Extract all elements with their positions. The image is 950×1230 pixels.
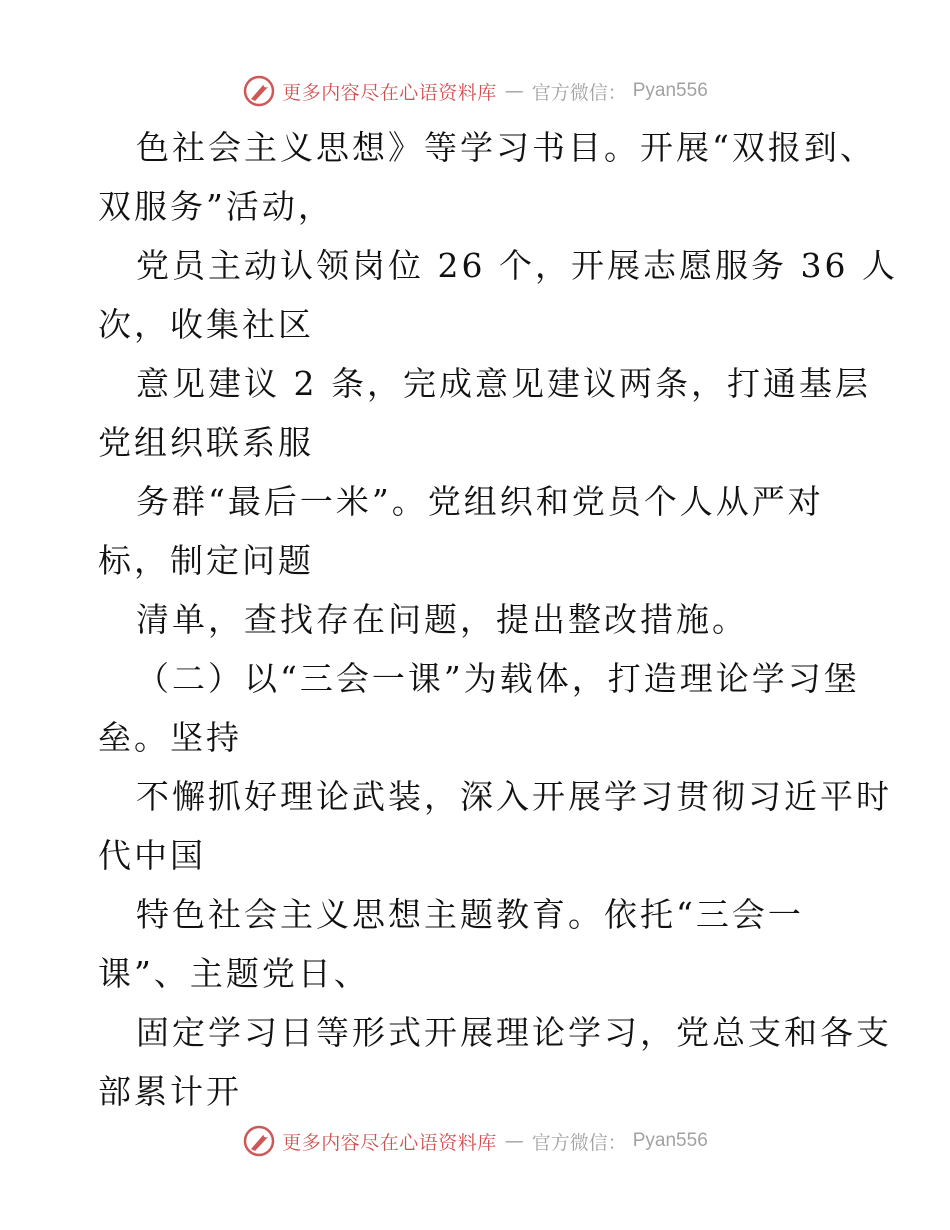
footer-watermark xyxy=(0,1121,950,1161)
text-line: 党组织联系服 xyxy=(98,423,314,462)
text-line: 部累计开 xyxy=(98,1072,242,1111)
text-line: 不懈抓好理论武装，深入开展学习贯彻习近平时 xyxy=(136,777,892,816)
text-line: 意见建议 2 条，完成意见建议两条，打通基层 xyxy=(136,364,871,403)
pen-logo-icon xyxy=(242,1124,276,1158)
watermark-separator: — xyxy=(504,80,524,102)
text-line: 特色社会主义思想主题教育。依托“三会一 xyxy=(136,895,804,934)
text-line: 固定学习日等形式开展理论学习，党总支和各支 xyxy=(136,1013,892,1052)
text-line: 次，收集社区 xyxy=(98,305,314,344)
text-line: 标，制定问题 xyxy=(98,541,314,580)
text-line: 党员主动认领岗位 26 个，开展志愿服务 36 人 xyxy=(136,246,898,285)
text-line: 垒。坚持 xyxy=(98,718,242,757)
text-line: 务群“最后一米”。党组织和党员个人从严对 xyxy=(136,482,824,521)
text-line: 课”、主题党日、 xyxy=(98,954,370,993)
watermark-label: 官方微信： xyxy=(531,81,627,104)
watermark-label: 官方微信： xyxy=(531,1131,627,1154)
section-heading-line: （二）以“三会一课”为载体，打造理论学习堡 xyxy=(136,659,860,698)
text-line: 代中国 xyxy=(98,836,206,875)
pen-logo-icon xyxy=(242,74,276,108)
watermark-text: 更多内容尽在心语资料库 xyxy=(282,1131,497,1154)
watermark-wechat-id: Pyan556 xyxy=(632,80,708,101)
text-line: 双服务”活动， xyxy=(98,187,334,226)
watermark-wechat-id: Pyan556 xyxy=(632,1130,708,1151)
header-watermark xyxy=(0,71,950,111)
watermark-separator: — xyxy=(504,1130,524,1152)
document-body xyxy=(98,118,898,1121)
watermark-text: 更多内容尽在心语资料库 xyxy=(282,81,497,104)
text-line: 清单，查找存在问题，提出整改措施。 xyxy=(136,600,748,639)
text-line: 色社会主义思想》等学习书目。开展“双报到、 xyxy=(136,128,876,167)
